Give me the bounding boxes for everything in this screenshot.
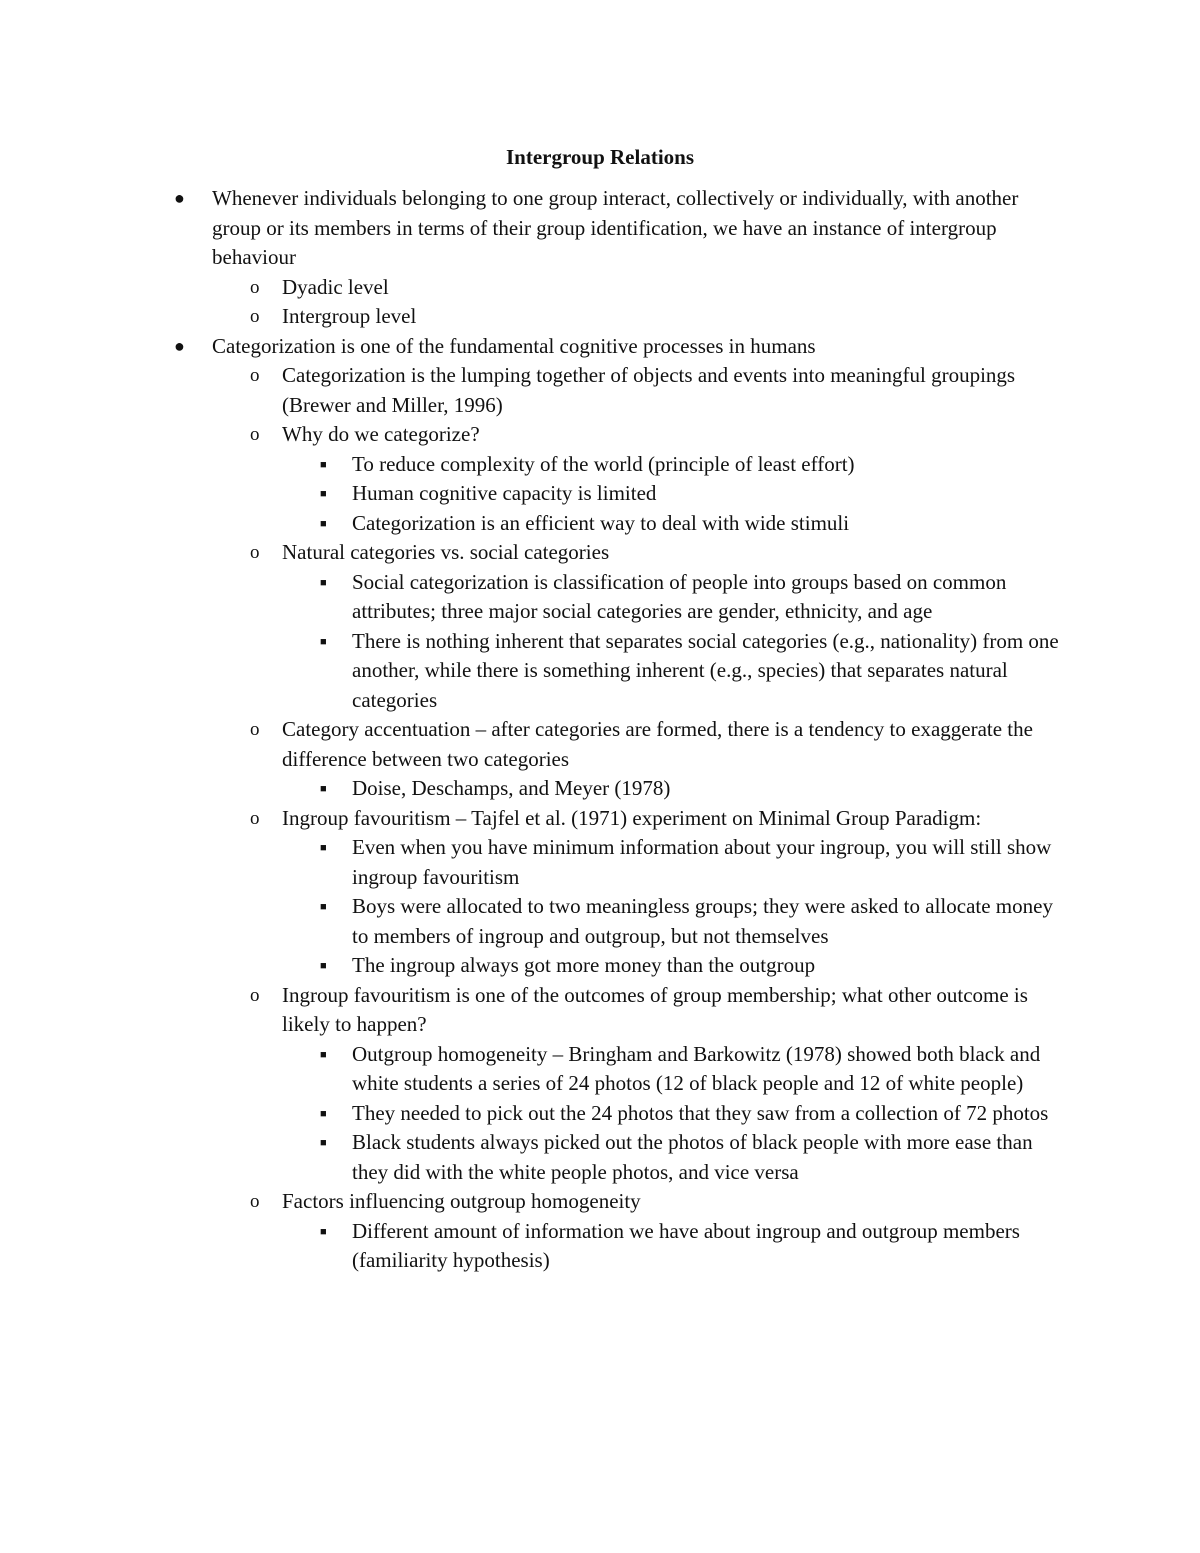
list-item-level-3 (0, 627, 1200, 716)
list-item-text: Boys were allocated to two meaningless groups; they were asked to allocate money to members of ingroup and outgroup, but not themselves (352, 894, 1053, 948)
list-item-level-3 (0, 450, 1200, 480)
list-item-text: Outgroup homogeneity – Bringham and Barkowitz (1978) showed both black and white students a series of 24 photos (12 of black people and 12 of white people) (352, 1041, 1041, 1095)
bullet-circle-icon: o (250, 807, 260, 829)
list-item-level-2 (0, 302, 1200, 332)
list-item-text: Natural categories vs. social categories (282, 540, 610, 564)
list-item-level-3 (0, 833, 1200, 892)
bullet-circle-icon: o (250, 719, 260, 740)
bullet-square-icon: ■ (320, 576, 327, 589)
bullet-square-icon: ■ (320, 960, 327, 972)
list-item-level-3 (0, 774, 1200, 804)
list-item-text: Factors influencing outgroup homogeneity (282, 1189, 641, 1213)
list-item-text: There is nothing inherent that separates social categories (e.g., nationality) from one another, while there is something inherent (e.g., species) that separates natural categories (352, 628, 1059, 712)
bullet-list (0, 184, 1200, 1276)
list-item-level-3 (0, 1128, 1200, 1187)
bullet-square-icon: ■ (320, 517, 327, 530)
bullet-square-icon: ■ (320, 458, 327, 471)
list-item-text: Categorization is an efficient way to deal with wide stimuli (352, 510, 850, 535)
list-item-text: They needed to pick out the 24 photos that they saw from a collection of 72 photos (352, 1100, 1049, 1125)
bullet-circle-icon: o (250, 306, 260, 327)
list-item-level-1 (0, 332, 1200, 362)
bullet-square-icon: ■ (320, 783, 327, 795)
list-item-level-3 (0, 568, 1200, 627)
list-item-level-3 (0, 1099, 1200, 1129)
list-item-text: Ingroup favouritism is one of the outcomes of group membership; what other outcome is likely to happen? (282, 982, 1028, 1036)
bullet-circle-icon: o (250, 984, 260, 1006)
bullet-dot-icon: ● (174, 335, 185, 356)
list-item-level-2 (0, 804, 1200, 834)
bullet-square-icon: ■ (320, 1137, 327, 1149)
list-item-text: Social categorization is classification of people into groups based on common attributes; three major social categories are gender, ethnicity, and age (352, 569, 1007, 623)
list-item-text: The ingroup always got more money than the outgroup (352, 953, 816, 977)
bullet-circle-icon: o (250, 542, 260, 563)
bullet-square-icon: ■ (320, 635, 327, 648)
list-item-text: To reduce complexity of the world (principle of least effort) (352, 451, 855, 476)
list-item-level-3 (0, 509, 1200, 539)
list-item-text: Dyadic level (282, 274, 389, 299)
bullet-square-icon: ■ (320, 901, 327, 913)
list-item-level-3 (0, 1040, 1200, 1099)
list-item-text: Why do we categorize? (282, 422, 480, 446)
page-title: Intergroup Relations (505, 145, 695, 169)
list-item-level-2 (0, 273, 1200, 303)
list-item-text: Ingroup favouritism – Tajfel et al. (1971) experiment on Minimal Group Paradigm: (282, 805, 982, 830)
bullet-circle-icon: o (250, 276, 260, 298)
list-item-text: Black students always picked out the photos of black people with more ease than they did with the white people photos, and vice versa (352, 1130, 1033, 1184)
list-item-text: Different amount of information we have about ingroup and outgroup members (familiarity hypothesis) (352, 1218, 1020, 1272)
list-item-level-2 (0, 1187, 1200, 1217)
bullet-dot-icon: ● (174, 188, 185, 208)
list-item-level-3 (0, 892, 1200, 951)
list-item-level-2 (0, 361, 1200, 420)
list-item-level-2 (0, 981, 1200, 1040)
list-item-text: Human cognitive capacity is limited (352, 481, 657, 505)
list-item-text: Intergroup level (282, 304, 417, 328)
list-item-level-2 (0, 538, 1200, 568)
bullet-circle-icon: o (250, 424, 260, 445)
list-item-text: Category accentuation – after categories are formed, there is a tendency to exaggerate the difference between two categories (282, 717, 1033, 771)
bullet-square-icon: ■ (320, 1048, 327, 1061)
list-item-text: Categorization is one of the fundamental cognitive processes in humans (212, 333, 816, 358)
list-item-text: Doise, Deschamps, and Meyer (1978) (352, 776, 671, 800)
list-item-level-3 (0, 479, 1200, 509)
list-item-level-2 (0, 715, 1200, 774)
list-item-level-3 (0, 1217, 1200, 1276)
outline (0, 184, 1200, 1276)
list-item-level-2 (0, 420, 1200, 450)
list-item-level-1 (0, 184, 1200, 273)
bullet-square-icon: ■ (320, 488, 327, 500)
bullet-square-icon: ■ (320, 1107, 327, 1120)
bullet-circle-icon: o (250, 1191, 260, 1212)
list-item-text: Whenever individuals belonging to one group interact, collectively or individually, with another group or its members in terms of their group identification, we have an instance of intergroup behaviour (212, 186, 1019, 269)
bullet-square-icon: ■ (320, 1225, 327, 1238)
bullet-square-icon: ■ (320, 842, 327, 854)
list-item-text: Even when you have minimum information about your ingroup, you will still show ingroup favouritism (352, 835, 1052, 889)
list-item-text: Categorization is the lumping together of objects and events into meaningful groupings (Brewer and Miller, 1996) (282, 363, 1016, 417)
bullet-circle-icon: o (250, 365, 260, 386)
list-item-level-3 (0, 951, 1200, 981)
